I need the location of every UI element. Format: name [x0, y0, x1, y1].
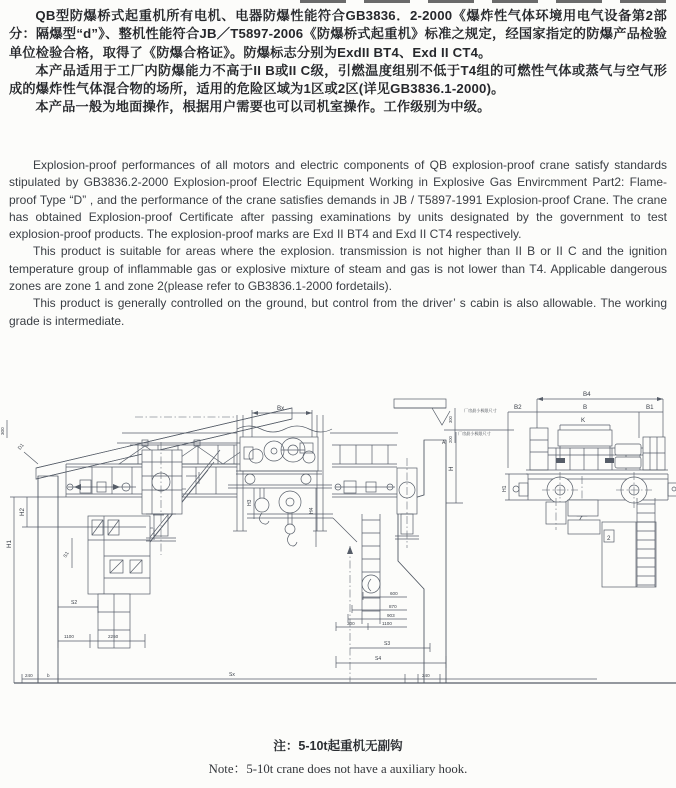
footnote-english: Note：5-10t crane does not have a auxiliary hook. — [208, 762, 468, 776]
dim-903: 903 — [387, 613, 395, 618]
en-paragraph-3: This product is generally controlled on the ground, but control from the driver’ s cabin is also allowable. The working grade is intermediate. — [9, 296, 667, 328]
dim-b: b — [47, 673, 50, 678]
hoist-and-hooks — [247, 488, 316, 547]
dim-240-right: 240 — [422, 673, 430, 678]
s3-label: S3 — [384, 641, 391, 647]
footnote — [0, 736, 676, 777]
dim-300-col: 300 — [347, 621, 355, 626]
drive-shaft-right — [335, 481, 395, 493]
b2-label: B2 — [514, 404, 522, 411]
roof-break-line — [237, 426, 332, 432]
end-view-trolley — [530, 428, 665, 470]
s1-label: S1 — [62, 550, 71, 559]
middle-column — [332, 399, 514, 683]
cn-paragraph-2: 本产品适用于工厂内防爆能力不高于II B或II C级，引燃温度组别不低于T4组的可燃性气体或蒸气与空气形成的爆炸性气体混合物的场所，适用的危险区域为1区或2区(详见GB3836.1-2000)。 — [9, 62, 667, 97]
s4-label: S4 — [375, 656, 382, 662]
dim-2250: 2250 — [108, 634, 119, 639]
roof-dim-200: 200 — [448, 436, 453, 443]
dim-1100: 1100 — [64, 634, 74, 639]
cn-paragraph-3: 本产品一般为地面操作，根据用户需要也可以司机室操作。工作级别为中级。 — [35, 99, 491, 115]
column-dimensions — [336, 591, 446, 683]
b1-label: B1 — [646, 404, 654, 411]
h1-right-label: H1 — [502, 485, 508, 492]
b-label: B — [583, 404, 588, 411]
ground-and-span — [14, 672, 676, 683]
right-runway-bracket — [395, 458, 419, 548]
roof-dim-300: 300 — [448, 416, 453, 423]
dim-300-topleft: 300 — [0, 427, 5, 435]
driver-cab — [88, 516, 150, 648]
k-label: K — [581, 417, 586, 424]
s2-label: S2 — [71, 600, 78, 606]
b4-label: B4 — [583, 391, 591, 398]
end-view — [502, 391, 676, 587]
dim-870: 870 — [389, 604, 397, 609]
clearance-note-2: 厂房最小极限尺寸 — [458, 431, 491, 436]
h3-label: H3 — [247, 499, 253, 506]
section-2-label: 2 — [607, 535, 611, 542]
h4-label: H4 — [309, 507, 315, 514]
h2-label: H2 — [19, 508, 26, 516]
h1-label: H1 — [6, 540, 13, 548]
en-paragraph-1: Explosion-proof performances of all motors and electric components of QB explosion-proof crane satisfy standards stipulated by GB3836.2-2000 Explosion-proof Electric Equipment Working in Explosive Gas Envircmment Part2: Flame-proof Type “D” , and the performance of the crane satisfies demands in JB / T5897-1991 Explosion-proof Crane. The crane has obtained Explosion-proof Certificate after passing examinations by units designated by the government to test explosion-proof products. The explosion-proof marks are Exd II BT4 and Exd II CT4 respectively. — [9, 158, 667, 242]
footnote-chinese: 注：5-10t起重机无副钩 — [273, 739, 403, 753]
dim-600: 600 — [390, 591, 398, 596]
en-paragraph-2: This product is suitable for areas where the explosion. transmission is not higher than II B or II C and the ignition temperature group of inflammable gas or explosive mixture of steam and gas is not lower than T4. Applicable dangerous zones are zone 1 and zone 2(please refer to GB3836.1-2000 fordetails). — [9, 244, 667, 294]
dim-240-left: 240 — [25, 673, 33, 678]
span-label: Sx — [229, 672, 235, 678]
dim-1100-col: 1100 — [382, 621, 392, 626]
bridge-girder-right — [332, 445, 397, 497]
h-dim-label: H — [448, 466, 455, 471]
cn-paragraph-1: QB型防爆桥式起重机所有电机、电器防爆性能符合GB3836．2-2000《爆炸性气体环境用电气设备第2部分：隔爆型“d”》、整机性能符合JB／T5897-2006《防爆桥式起重机》标准之规定，经国家指定的防爆产品检验单位检验合格，取得了《防爆合格证》。防爆标志分别为ExdII BT4、Exd II CT4。 — [9, 8, 667, 60]
d1-label: D1 — [16, 442, 26, 452]
side-elevation-view — [0, 405, 676, 683]
access-ladder — [362, 514, 380, 624]
drive-shaft-left — [67, 480, 136, 493]
end-view-platform — [546, 498, 656, 587]
bx-label: Bx — [277, 405, 285, 412]
trolley-side-view — [228, 437, 332, 488]
left-runway-bracket — [142, 442, 182, 555]
clearance-note-1: 厂房最小极限尺寸 — [464, 408, 497, 413]
left-wall-hatch — [38, 476, 58, 683]
a-mark: A — [442, 440, 446, 446]
